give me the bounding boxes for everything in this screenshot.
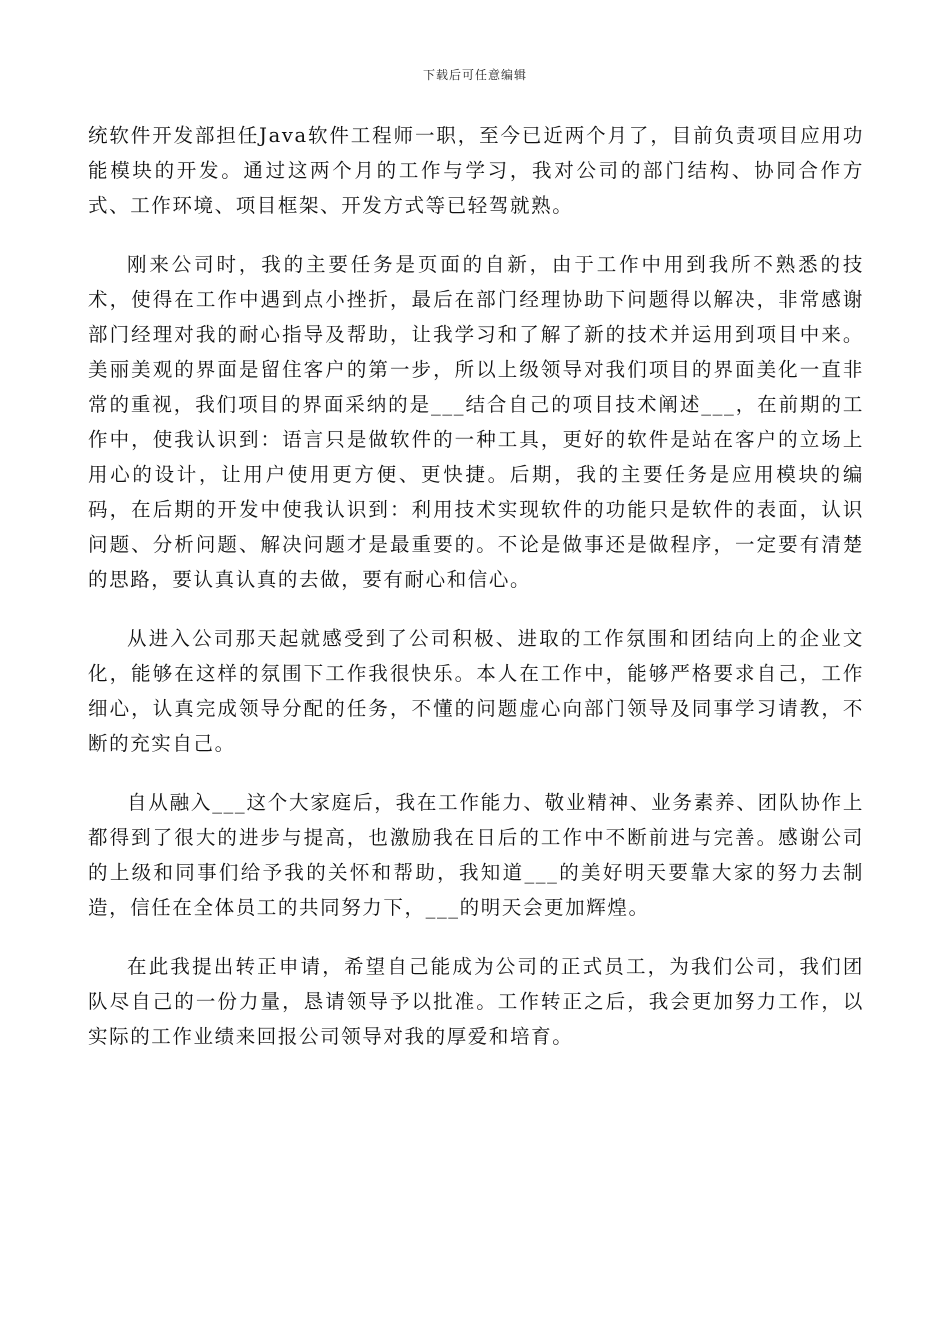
paragraph-intro: 统软件开发部担任Java软件工程师一职，至今已近两个月了，目前负责项目应用功能模块的开发。通过这两个月的工作与学习，我对公司的部门结构、协同合作方式、工作环境、项目框架、开发方式等已轻驾就熟。 bbox=[88, 124, 864, 217]
paragraph-application: 在此我提出转正申请，希望自己能成为公司的正式员工，为我们公司，我们团队尽自己的一份力量，恳请领导予以批准。工作转正之后，我会更加努力工作，以实际的工作业绩来回报公司领导对我的厚爱和培育。 bbox=[88, 955, 864, 1048]
page-header: 下载后可任意编辑 bbox=[422, 68, 527, 82]
paragraph-early-work: 刚来公司时，我的主要任务是页面的自新，由于工作中用到我所不熟悉的技术，使得在工作中遇到点小挫折，最后在部门经理协助下问题得以解决，非常感谢部门经理对我的耐心指导及帮助，让我学习和了解了新的技术并运用到项目中来。美丽美观的界面是留住客户的第一步，所以上级领导对我们项目的界面美化一直非常的重视，我们项目的界面采纳的是___结合自己的项目技术阐述___，在前期的工作中，使我认识到：语言只是做软件的一种工具，更好的软件是站在客户的立场上用心的设计，让用户使用更方便、更快捷。后期，我的主要任务是应用模块的编码，在后期的开发中使我认识到：利用技术实现软件的功能只是软件的表面，认识问题、分析问题、解决问题才是最重要的。不论是做事还是做程序，一定要有清楚的思路，要认真认真的去做，要有耐心和信心。 bbox=[88, 253, 864, 591]
document-body bbox=[88, 118, 864, 1078]
paragraph-progress: 自从融入___这个大家庭后，我在工作能力、敬业精神、业务素养、团队协作上都得到了很大的进步与提高，也激励我在日后的工作中不断前进与完善。感谢公司的上级和同事们给予我的关怀和帮助，我知道___的美好明天要靠大家的努力去制造，信任在全体员工的共同努力下，___的明天会更加辉煌。 bbox=[88, 791, 864, 919]
paragraph-company-culture: 从进入公司那天起就感受到了公司积极、进取的工作氛围和团结向上的企业文化，能够在这样的氛围下工作我很快乐。本人在工作中，能够严格要求自己，工作细心，认真完成领导分配的任务，不懂的问题虚心向部门领导及同事学习请教，不断的充实自己。 bbox=[88, 627, 864, 755]
